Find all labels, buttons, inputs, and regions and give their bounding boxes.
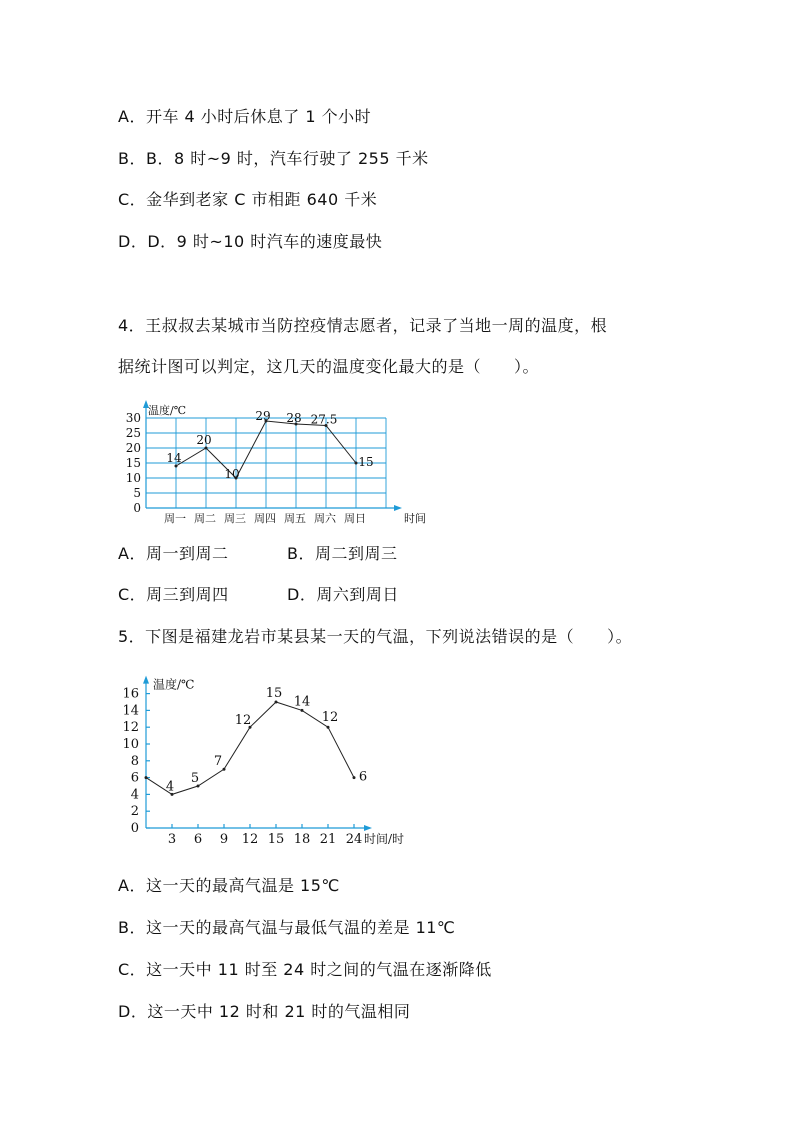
y-tick-label: 10 bbox=[122, 737, 139, 752]
data-label: 20 bbox=[196, 433, 212, 447]
x-tick-label: 周四 bbox=[254, 512, 276, 525]
data-point bbox=[353, 776, 356, 779]
data-label: 29 bbox=[255, 409, 271, 423]
data-label: 15 bbox=[265, 686, 283, 701]
y-tick-label: 2 bbox=[130, 804, 139, 820]
y-tick-label: 0 bbox=[133, 501, 141, 515]
x-tick-label: 周日 bbox=[344, 512, 366, 525]
y-tick-label: 15 bbox=[125, 456, 141, 470]
q4-option-c: C．周三到周四 bbox=[118, 585, 229, 604]
data-point bbox=[355, 462, 358, 465]
q4-option-b: B．周二到周三 bbox=[287, 544, 398, 563]
y-tick-label: 25 bbox=[125, 426, 141, 440]
y-tick-label: 4 bbox=[130, 787, 139, 803]
q5-option-d: D．这一天中 12 时和 21 时的气温相同 bbox=[118, 1002, 411, 1021]
y-tick-label: 30 bbox=[125, 411, 141, 425]
daily-temperature-chart bbox=[118, 662, 428, 852]
data-label: 14 bbox=[293, 694, 311, 710]
q5-stem: 5．下图是福建龙岩市某县某一天的气温，下列说法错误的是（ ）。 bbox=[118, 627, 633, 646]
q4-stem-line2: 据统计图可以判定，这几天的温度变化最大的是（ ）。 bbox=[118, 357, 540, 376]
y-tick-label: 16 bbox=[122, 686, 139, 702]
data-label: 10 bbox=[224, 467, 240, 481]
y-tick-label: 10 bbox=[125, 471, 141, 485]
q5-option-c: C．这一天中 11 时至 24 时之间的气温在逐渐降低 bbox=[118, 960, 492, 979]
y-tick-label: 0 bbox=[130, 821, 139, 836]
data-point bbox=[327, 726, 330, 729]
x-tick-label: 周一 bbox=[164, 512, 186, 525]
data-label: 4 bbox=[165, 779, 175, 795]
y-tick-label: 14 bbox=[122, 703, 139, 719]
y-tick-label: 6 bbox=[130, 770, 139, 786]
data-label: 27.5 bbox=[310, 412, 338, 427]
data-label: 12 bbox=[234, 713, 252, 729]
data-label: 14 bbox=[166, 451, 182, 465]
q3-option-d: D．D．9 时~10 时汽车的速度最快 bbox=[118, 232, 383, 251]
data-label: 12 bbox=[321, 710, 339, 726]
x-axis-label: 时间 bbox=[404, 512, 426, 525]
x-axis-arrow bbox=[394, 505, 402, 511]
q4-option-d: D．周六到周日 bbox=[287, 585, 399, 604]
x-tick-label: 3 bbox=[167, 832, 177, 847]
data-label: 5 bbox=[190, 771, 200, 786]
x-tick-label: 15 bbox=[267, 832, 285, 847]
x-axis-arrow bbox=[364, 825, 372, 831]
y-axis-label: 温度/℃ bbox=[153, 677, 195, 692]
x-tick-label: 6 bbox=[193, 832, 203, 847]
data-point bbox=[223, 768, 226, 771]
y-axis-label: 温度/℃ bbox=[148, 404, 187, 417]
data-point bbox=[145, 776, 148, 779]
data-label: 6 bbox=[358, 769, 368, 785]
y-tick-label: 12 bbox=[122, 720, 139, 736]
y-tick-label: 5 bbox=[133, 486, 141, 500]
q3-option-a: A．开车 4 小时后休息了 1 个小时 bbox=[118, 107, 372, 126]
y-tick-label: 8 bbox=[130, 753, 139, 769]
x-tick-label: 周五 bbox=[284, 512, 306, 525]
weekly-temperature-chart bbox=[118, 388, 426, 528]
data-label: 15 bbox=[358, 455, 374, 469]
q5-option-b: B．这一天的最高气温与最低气温的差是 11℃ bbox=[118, 918, 456, 937]
q3-option-b: B．B．8 时~9 时，汽车行驶了 255 千米 bbox=[118, 149, 429, 168]
y-tick-label: 20 bbox=[125, 441, 141, 455]
x-tick-label: 周三 bbox=[224, 512, 246, 525]
x-tick-label: 周六 bbox=[314, 512, 336, 525]
q3-option-c: C．金华到老家 C 市相距 640 千米 bbox=[118, 190, 378, 209]
y-axis-arrow bbox=[143, 676, 149, 684]
q4-stem-line1: 4．王叔叔去某城市当防控疫情志愿者，记录了当地一周的温度，根 bbox=[118, 316, 608, 335]
x-tick-label: 9 bbox=[219, 832, 229, 847]
data-label: 28 bbox=[286, 411, 302, 425]
data-label: 7 bbox=[213, 754, 223, 770]
x-tick-label: 21 bbox=[319, 832, 337, 847]
x-tick-label: 周二 bbox=[194, 512, 216, 525]
x-tick-label: 18 bbox=[293, 832, 311, 847]
q5-option-a: A．这一天的最高气温是 15℃ bbox=[118, 876, 340, 895]
x-tick-label: 12 bbox=[241, 832, 259, 847]
q4-option-a: A．周一到周二 bbox=[118, 544, 229, 563]
x-axis-label: 时间/时 bbox=[364, 832, 405, 846]
x-tick-label: 24 bbox=[345, 832, 363, 847]
